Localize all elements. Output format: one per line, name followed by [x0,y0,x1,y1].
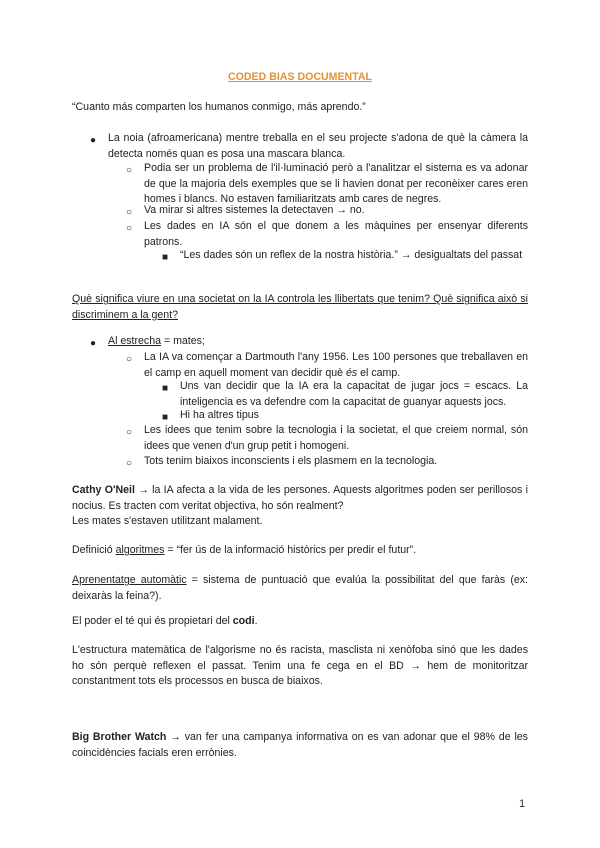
text: El poder el té qui és propietari del [72,615,233,627]
text: La IA va començar a Dartmouth l'any 1956. Les 100 persones que treballaven en el camp en aquell moment van decidir què [144,351,528,379]
bullet-square-icon: ■ [162,412,169,423]
term-underlined: Al estrecha [108,335,161,347]
bold-term: codi [232,615,255,627]
page-number: 1 [519,798,525,810]
bullet-square-icon: ■ [162,383,169,394]
ml-paragraph [72,573,528,604]
bullet-circle-icon: ○ [126,458,133,469]
bullet-disc-icon: ● [90,338,97,349]
list-item [144,350,528,381]
definition-paragraph [72,543,528,559]
text: → van fer una campanya informativa on es van adonar que el 98% de les coincidències facials eren errònies. [72,731,528,759]
bullet-circle-icon: ○ [126,354,133,365]
question-paragraph: Què significa viure en una societat on la IA controla les llibertats que tenim? Què significa això si discriminem a la gent? [72,293,528,321]
structure-paragraph: L'estructura matemàtica de l'algorisme no és racista, masclista ni xenòfoba sinó que les dades ho són perquè reflexen el passat. Tenim una fe cega en el BD → hem de monitoritzar constantment tots els processos en busca de biaixos. [72,644,528,687]
italic-text: és [346,366,358,379]
list-item: La noia (afroamericana) mentre treballa en el seu projecte s'adona de què la càmera la detecta només quan es posa una mascara blanca. [108,132,528,160]
text: el camp. [357,366,401,379]
power-paragraph [72,614,528,630]
term-underlined: algoritmes [115,544,165,556]
oneil-line2: Les mates s'estaven utilitzant malament. [72,515,263,527]
text: . [254,615,258,627]
oneil-paragraph [72,483,528,514]
text: → la IA afecta a la vida de les persones. Aquests algoritmes poden ser perillosos i nocius. Es tracten com veritat objectiva, ho són realment? [72,484,528,512]
list-item: Tots tenim biaixos inconscients i els plasmem en la tecnologia. [144,455,438,467]
list-item: “Les dades són un reflex de la nostra història.” → desigualtats del passat [180,249,523,261]
list-item: Hi ha altres tipus [180,409,259,421]
text: = mates; [161,335,205,347]
opening-quote: “Cuanto más comparten los humanos conmigo, más aprendo.” [72,101,366,113]
bullet-square-icon: ■ [162,252,169,263]
list-item: Podia ser un problema de l'il·luminació però a l'analitzar el sistema es va adonar de que la majoria dels exemples que se li havien donat per reconèixer cares eren homes i blancs. No estaven familiaritzats amb cares de negres. [144,162,528,205]
bullet-circle-icon: ○ [126,223,133,234]
list-item [108,334,528,350]
text: Definició [72,544,116,556]
bullet-disc-icon: ● [90,135,97,146]
person-name: Cathy O'Neil [72,484,135,496]
bullet-circle-icon: ○ [126,427,133,438]
bullet-circle-icon: ○ [126,207,133,218]
bbw-paragraph [72,730,528,761]
list-item: Va mirar si altres sistemes la detectaven → no. [144,204,365,216]
list-item: Les dades en IA són el que donem a les màquines per ensenyar diferents patrons. [144,220,528,248]
term-underlined: Aprenentatge automàtic [72,574,187,586]
list-item: Uns van decidir que la IA era la capacitat de jugar jocs = escacs. La inteligencia es va defendre com la capacitat de guanyar aquests jocs. [180,380,528,408]
text: = “fer ús de la informació històrics per predir el futur”. [164,544,417,556]
list-item: Les idees que tenim sobre la tecnologia i la societat, el que creiem normal, són idees que venen d'un grup petit i homogeni. [144,424,528,452]
organization-name: Big Brother Watch [72,731,167,743]
text: = sistema de puntuació que evalúa la possibilitat del que faràs (ex: deixaràs la feina?). [72,574,528,602]
document-title: CODED BIAS DOCUMENTAL [228,71,372,83]
bullet-circle-icon: ○ [126,165,133,176]
